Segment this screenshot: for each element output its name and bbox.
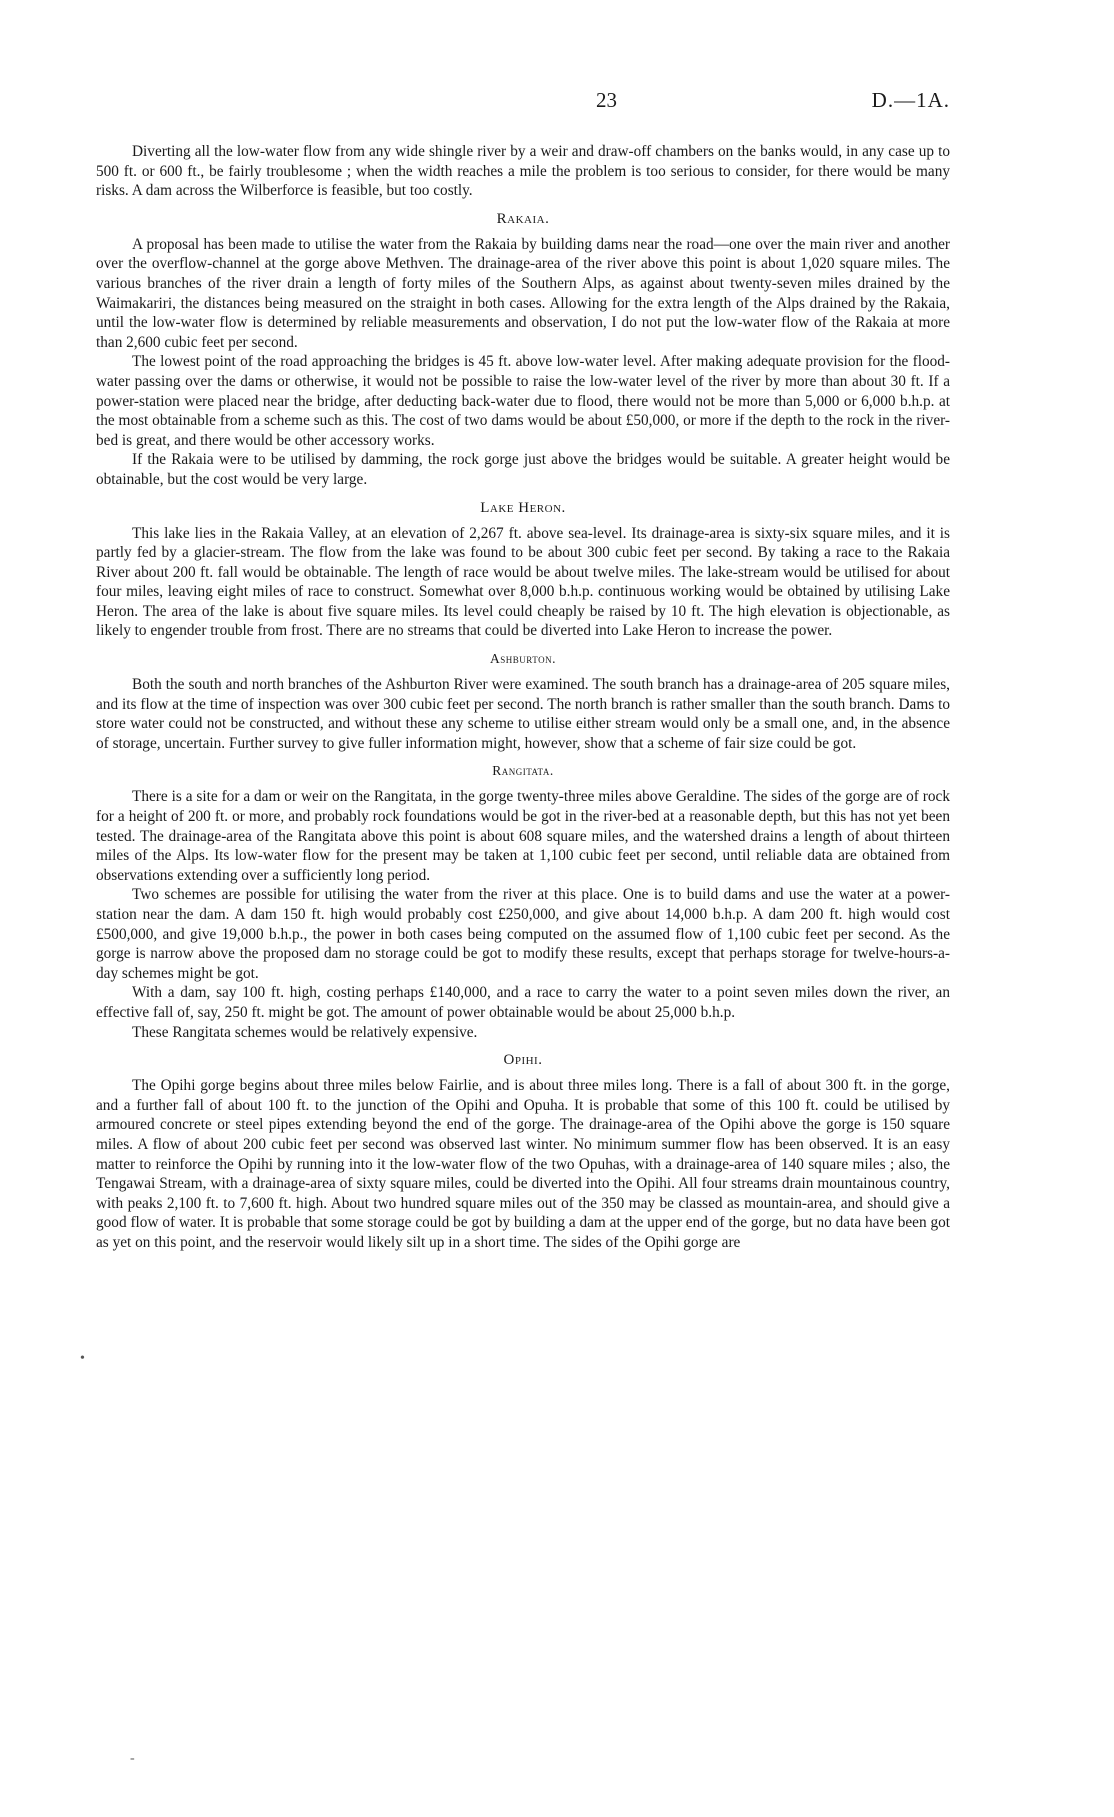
rangitata-paragraph-1: There is a site for a dam or weir on the Rangitata, in the gorge twenty-three miles above Geraldine. The sides of the gorge are of rock for a height of 200 ft. or more, and probably rock foundations would be got in the river-bed at a reasonable depth, but this has not yet been tested. The drainage-area of the Rangitata above this point is about 608 square miles, and the watershed drains a length of about thirteen miles of the Alps. Its low-water flow for the present may be taken at 1,100 cubic feet per second, until reliable data are obtained from observations extending over a sufficiently long period. <box>96 788 950 884</box>
heading-opihi: Opihi. <box>503 1052 543 1069</box>
rakaia-paragraph-3: If the Rakaia were to be utilised by damming, the rock gorge just above the bridges would be suitable. A greater height would be obtainable, but the cost would be very large. <box>96 451 950 488</box>
lake-heron-paragraph: This lake lies in the Rakaia Valley, at an elevation of 2,267 ft. above sea-level. Its drainage-area is sixty-six square miles, and it is partly fed by a glacier-stream. The flow from the lake was found to be about 300 cubic feet per second. By taking a race to the Rakaia River about 200 ft. fall would be obtainable. The length of race would be about twelve miles. The lake-stream would be utilised for about four miles, leaving eight miles of race to construct. Somewhat over 8,000 b.h.p. continuous working would be obtained by utilising Lake Heron. The area of the lake is about five square miles. Its level could cheaply be raised by 10 ft. The high elevation is objectionable, as likely to engender trouble from frost. There are no streams that could be diverted into Lake Heron to increase the power. <box>96 524 950 640</box>
rakaia-paragraph-2: The lowest point of the road approaching the bridges is 45 ft. above low-water level. After making adequate provision for the flood-water passing over the dams or otherwise, it would not be possible to raise the low-water level of the river by more than about 30 ft. If a power-station were placed near the bridge, after deducting back-water due to flood, there would not be more than 5,000 or 6,000 b.h.p. at the most obtainable from a scheme such as this. The cost of two dams would be about £50,000, or more if the depth to the rock in the river-bed is great, and there would be other accessory works. <box>96 353 950 449</box>
heading-lake-heron: Lake Heron. <box>480 499 566 516</box>
heading-ashburton: Ashburton. <box>490 651 556 667</box>
page-header <box>96 88 950 118</box>
opihi-paragraph: The Opihi gorge begins about three miles below Fairlie, and is about three miles long. There is a fall of about 300 ft. in the gorge, and a further fall of about 100 ft. to the junction of the Opihi and Opuha. It is probable that some of this 100 ft. could be utilised by armoured concrete or steel pipes extending beyond the end of the gorge. The drainage-area of the Opihi above the gorge is 150 square miles. A flow of about 200 cubic feet per second was observed last winter. No minimum summer flow has been observed. It is an easy matter to reinforce the Opihi by running into it the low-water flow of the two Opuhas, with a drainage-area of 140 square miles ; also, the Tengawai Stream, with a drainage-area of sixty square miles, could be diverted into the Opihi. All four streams drain mountainous country, with peaks 2,100 ft. to 7,600 ft. high. About two hundred square miles out of the 350 may be classed as mountain-area, and should give a good flow of water. It is probable that some storage could be got by building a dam at the upper end of the gorge, but no data have been got as yet on this point, and the reservoir would likely silt up in a short time. The sides of the Opihi gorge are <box>96 1077 950 1251</box>
document-body <box>96 142 950 1253</box>
heading-rakaia: Rakaia. <box>496 210 550 227</box>
rakaia-paragraph-1: A proposal has been made to utilise the water from the Rakaia by building dams near the road—one over the main river and another over the overflow-channel at the gorge above Methven. The drainage-area of the river above this point is about 1,020 square miles. The various branches of the river drain a length of forty miles of the Southern Alps, as against about twenty-seven miles drained by the Waimakariri, the distances being measured on the straight in both cases. Allowing for the extra length of the Alps drained by the Rakaia, until the low-water flow is determined by reliable measurements and observation, I do not put the low-water flow of the Rakaia at more than 2,600 cubic feet per second. <box>96 235 950 351</box>
rangitata-paragraph-4: These Rangitata schemes would be relatively expensive. <box>132 1023 478 1041</box>
rangitata-paragraph-2: Two schemes are possible for utilising the water from the river at this place. One is to build dams and use the water at a power-station near the dam. A dam 150 ft. high would probably cost £250,000, and give about 14,000 b.h.p. A dam 200 ft. high would cost £500,000, and give 19,000 b.h.p., the power in both cases being computed on the assumed flow of 1,100 cubic feet per second. As the gorge is narrow above the proposed dam no storage could be got to modify these results, except that perhaps storage for twelve-hours-a-day schemes might be got. <box>96 886 950 982</box>
rangitata-paragraph-3: With a dam, say 100 ft. high, costing perhaps £140,000, and a race to carry the water to a point seven miles down the river, an effective fall of, say, 250 ft. might be got. The amount of power obtainable would be about 25,000 b.h.p. <box>96 984 950 1021</box>
intro-paragraph: Diverting all the low-water flow from any wide shingle river by a weir and draw-off chambers on the banks would, in any case up to 500 ft. or 600 ft., be fairly troublesome ; when the width reaches a mile the problem is too serious to consider, for there would be many risks. A dam across the Wilberforce is feasible, but too costly. <box>96 143 950 200</box>
heading-rangitata: Rangitata. <box>492 763 554 779</box>
document-reference: D.—1A. <box>871 88 950 112</box>
page-number: 23 <box>596 88 617 112</box>
ashburton-paragraph: Both the south and north branches of the Ashburton River were examined. The south branch has a drainage-area of 205 square miles, and its flow at the time of inspection was over 300 cubic feet per second. The north branch is rather smaller than the south branch. Dams to store water could not be constructed, and without these any scheme to utilise either stream would only be a small one, and, in the absence of storage, uncertain. Further survey to give fuller information might, however, show that a scheme of fair size could be got. <box>96 676 950 752</box>
margin-mark: • <box>80 1351 85 1366</box>
margin-dash: - <box>130 1751 135 1766</box>
